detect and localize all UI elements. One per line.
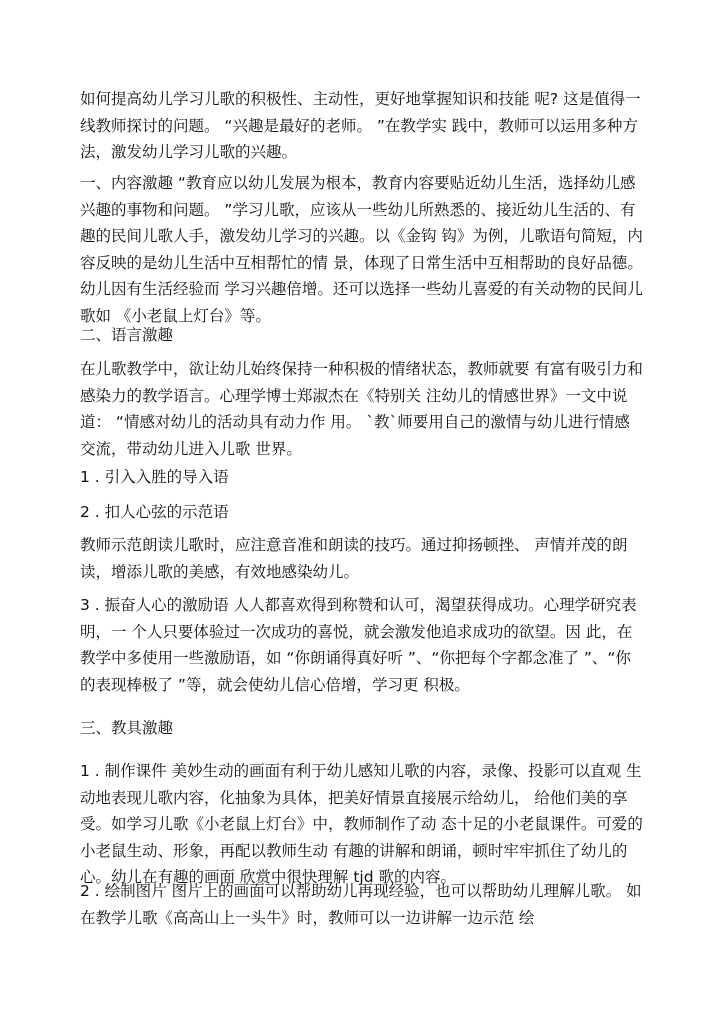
paragraph-courseware: 1 . 制作课件 美妙生动的画面有利于幼儿感知儿歌的内容，录像、投影可以直观 生动地表现儿歌内容，化抽象为具体，把美好情景直接展示给幼儿， 给他们美的享受。如学习儿歌《小老鼠上灯台》中，教师制作了动 态十足的小老鼠课件。可爱的小老鼠生动、形象，再配以教师生动 有趣的讲解和朗诵，顿时牢牢抓住了幼儿的心。幼儿在有趣的画面 欣赏中很快理解 tjd 歌的内容。 (80, 762, 643, 886)
paragraph-content-interest: 一、内容激趣 “教育应以幼儿发展为根本，教育内容要贴近幼儿生活，选择幼儿感 兴趣的事物和问题。 ”学习儿歌，应该从一些幼儿所熟悉的、接近幼儿生活的、有趣的民间儿歌人手，激发幼儿学习的兴趣。以《金钩 钩》为例，儿歌语句简短，内容反映的是幼儿生活中互相帮忙的情 景，体现了日常生活中互相帮助的良好品德。幼儿因有生活经验而 学习兴趣倍增。还可以选择一些幼儿喜爱的有关动物的民间儿歌如 《小老鼠上灯台》等。 (80, 174, 643, 325)
paragraph-encouragement: 3 . 振奋人心的激励语 人人都喜欢得到称赞和认可，渴望获得成功。心理学研究表明，一 个人只要体验过一次成功的喜悦，就会激发他追求成功的欲望。因 此，在教学中多使用一些激励语，如 “你朗诵得真好听 ”、“你把每个字都念准了 ”、“你的表现棒极了 ”等，就会使幼儿信心倍增，学习更 积极。 (80, 596, 637, 694)
paragraph-intro: 如何提高幼儿学习儿歌的积极性、主动性，更好地掌握知识和技能 呢? 这是值得一线教师探讨的问题。 “兴趣是最好的老师。 ”在教学实 践中，教师可以运用多种方法，激发幼儿学习儿歌的兴趣。 (80, 90, 641, 161)
heading-language-interest: 二、语言激趣 (80, 326, 174, 344)
paragraph-demo-reading: 教师示范朗读儿歌时，应注意音准和朗读的技巧。通过抑扬顿挫、 声情并茂的朗读，增添儿歌的美感，有效地感染幼儿。 (80, 536, 628, 581)
list-item-demo-words: 2 . 扣人心弦的示范语 (80, 503, 229, 521)
paragraph-language-interest: 在儿歌教学中，欲让幼儿始终保持一种积极的情绪状态，教师就要 有富有吸引力和感染力的教学语言。心理学博士郑淑杰在《特别关 注幼儿的情感世界》一文中说道： “情感对幼儿的活动具有动力作 用。 `教`师要用自己的激情与幼儿进行情感交流，带动幼儿进入儿歌 世界。 (80, 360, 643, 458)
heading-teaching-aids: 三、教具激趣 (80, 719, 174, 737)
list-item-intro-words: 1 . 引入入胜的导入语 (80, 468, 229, 486)
paragraph-pictures: 2 . 绘制图片 图片上的画面可以帮助幼儿再现经验，也可以帮助幼儿理解儿歌。 如在教学儿歌《高高山上一头牛》时，教师可以一边讲解一边示范 绘 (80, 882, 642, 927)
